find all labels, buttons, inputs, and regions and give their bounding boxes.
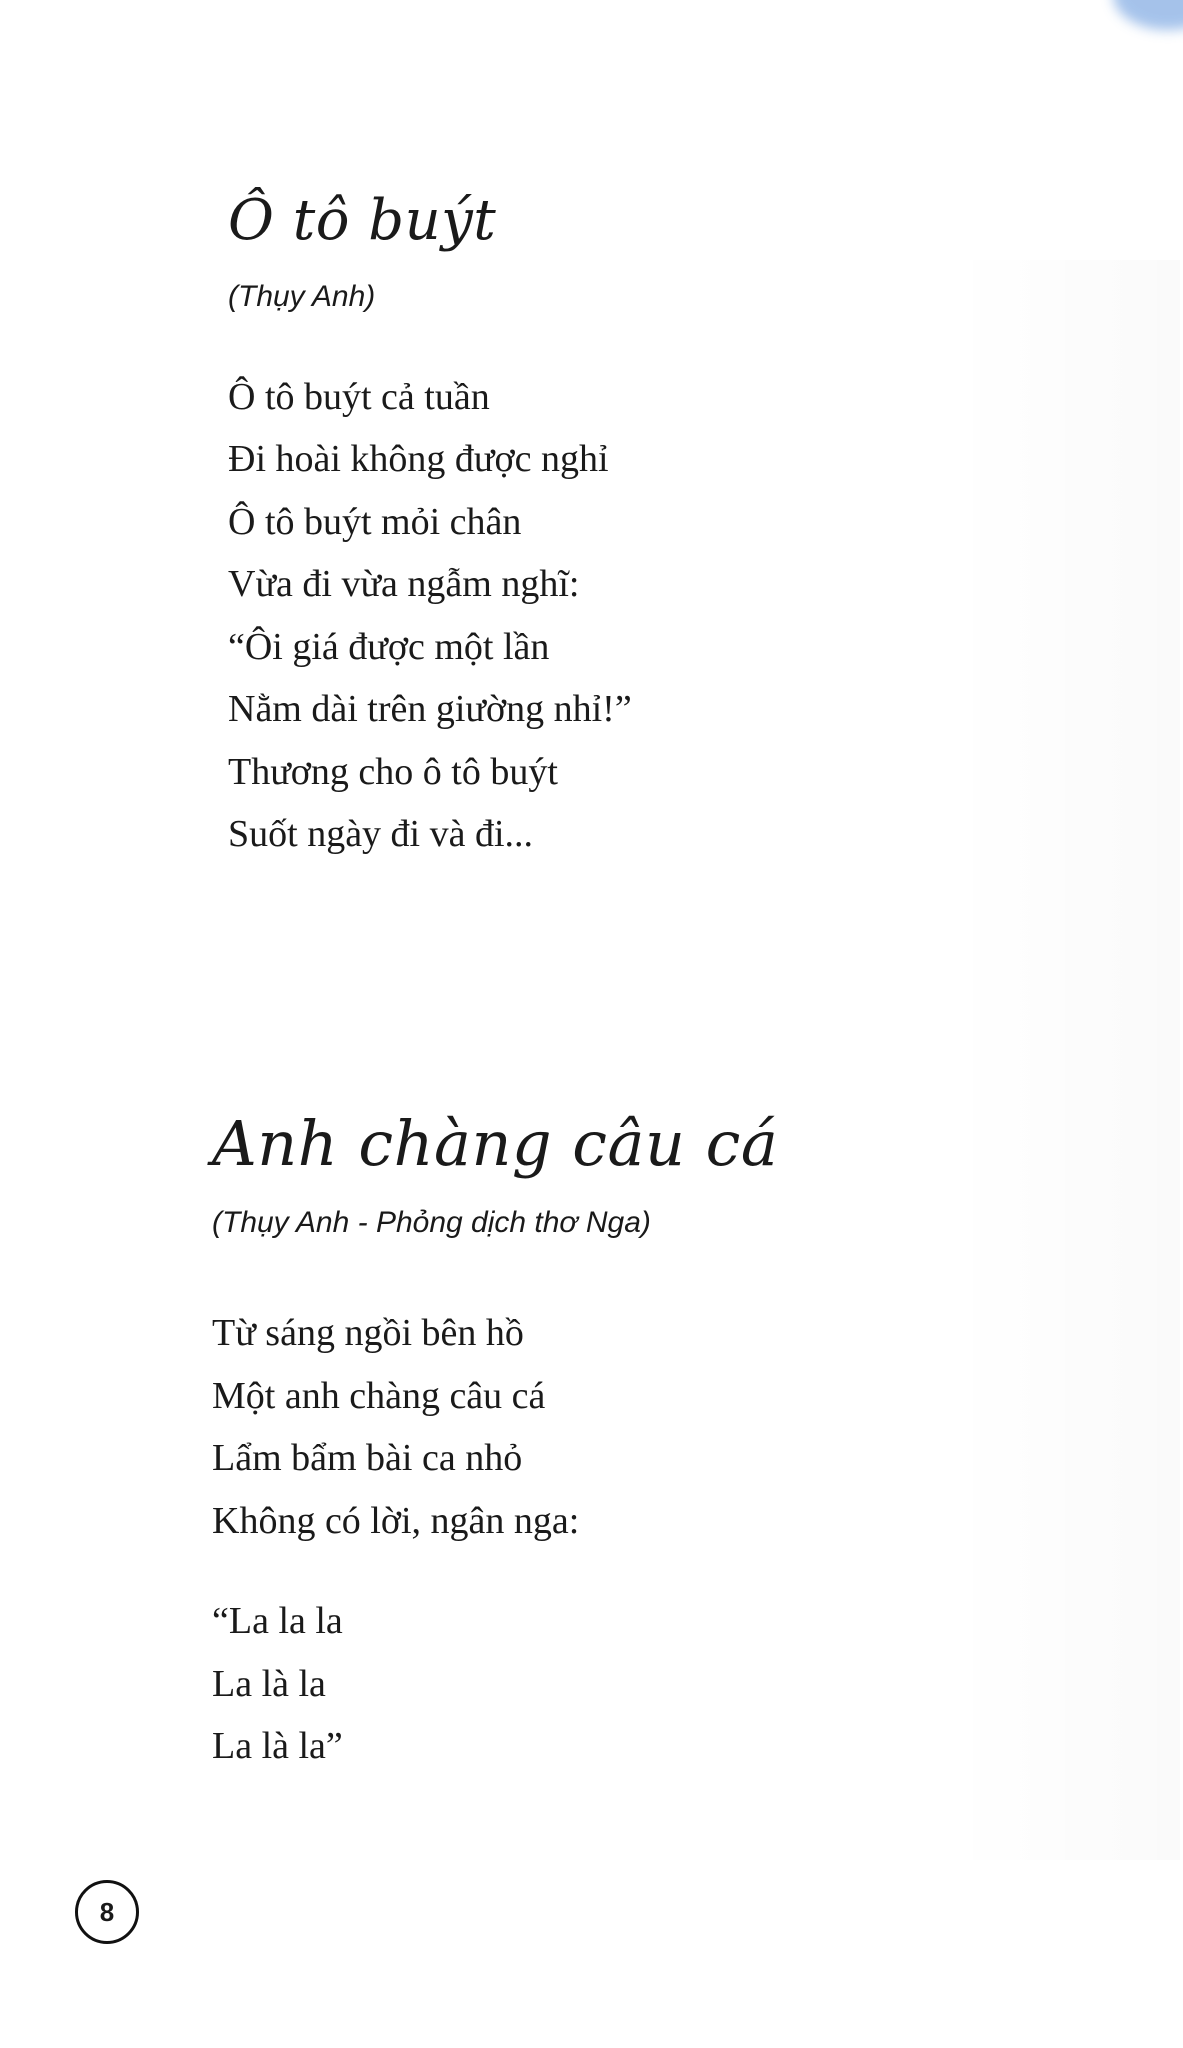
poem-line: Nằm dài trên giường nhỉ!”: [228, 688, 632, 731]
poem-line: Ô tô buýt cả tuần: [228, 375, 490, 418]
poem-title: Ô tô buýt: [228, 188, 497, 253]
poem-line: Vừa đi vừa ngẫm nghĩ:: [228, 563, 580, 606]
poem-line: “La la la: [212, 1600, 343, 1643]
poem-line: La là la”: [212, 1725, 343, 1768]
poem-line: “Ôi giá được một lần: [228, 625, 550, 668]
poem-line: Ô tô buýt mỏi chân: [228, 500, 522, 543]
poem-line: Đi hoài không được nghỉ: [228, 438, 609, 481]
poem-anh-chang-cau-ca: [212, 1107, 779, 1778]
stanza: [212, 1590, 778, 1778]
poem-line: Lẩm bẩm bài ca nhỏ: [212, 1437, 523, 1480]
poem-line: Thương cho ô tô buýt: [228, 750, 558, 793]
poem-line: La là la: [212, 1662, 326, 1705]
bleed-through-area: [950, 260, 1180, 1860]
page-edge-shadow: [1113, 0, 1183, 30]
poem-o-to-buyt: [228, 190, 632, 866]
poem-title: Anh chàng câu cá: [212, 1107, 779, 1180]
page-number: 8: [75, 1880, 139, 1944]
poem-author: (Thụy Anh - Phỏng dịch thơ Nga): [212, 1206, 651, 1240]
stanza: [228, 366, 632, 866]
poem-line: Không có lời, ngân nga:: [212, 1499, 580, 1542]
poem-author: (Thụy Anh): [228, 279, 376, 313]
stanza: [212, 1302, 778, 1552]
poem-line: Một anh chàng câu cá: [212, 1374, 546, 1417]
poem-line: Suốt ngày đi và đi...: [228, 813, 534, 856]
poem-line: Từ sáng ngồi bên hồ: [212, 1312, 524, 1355]
